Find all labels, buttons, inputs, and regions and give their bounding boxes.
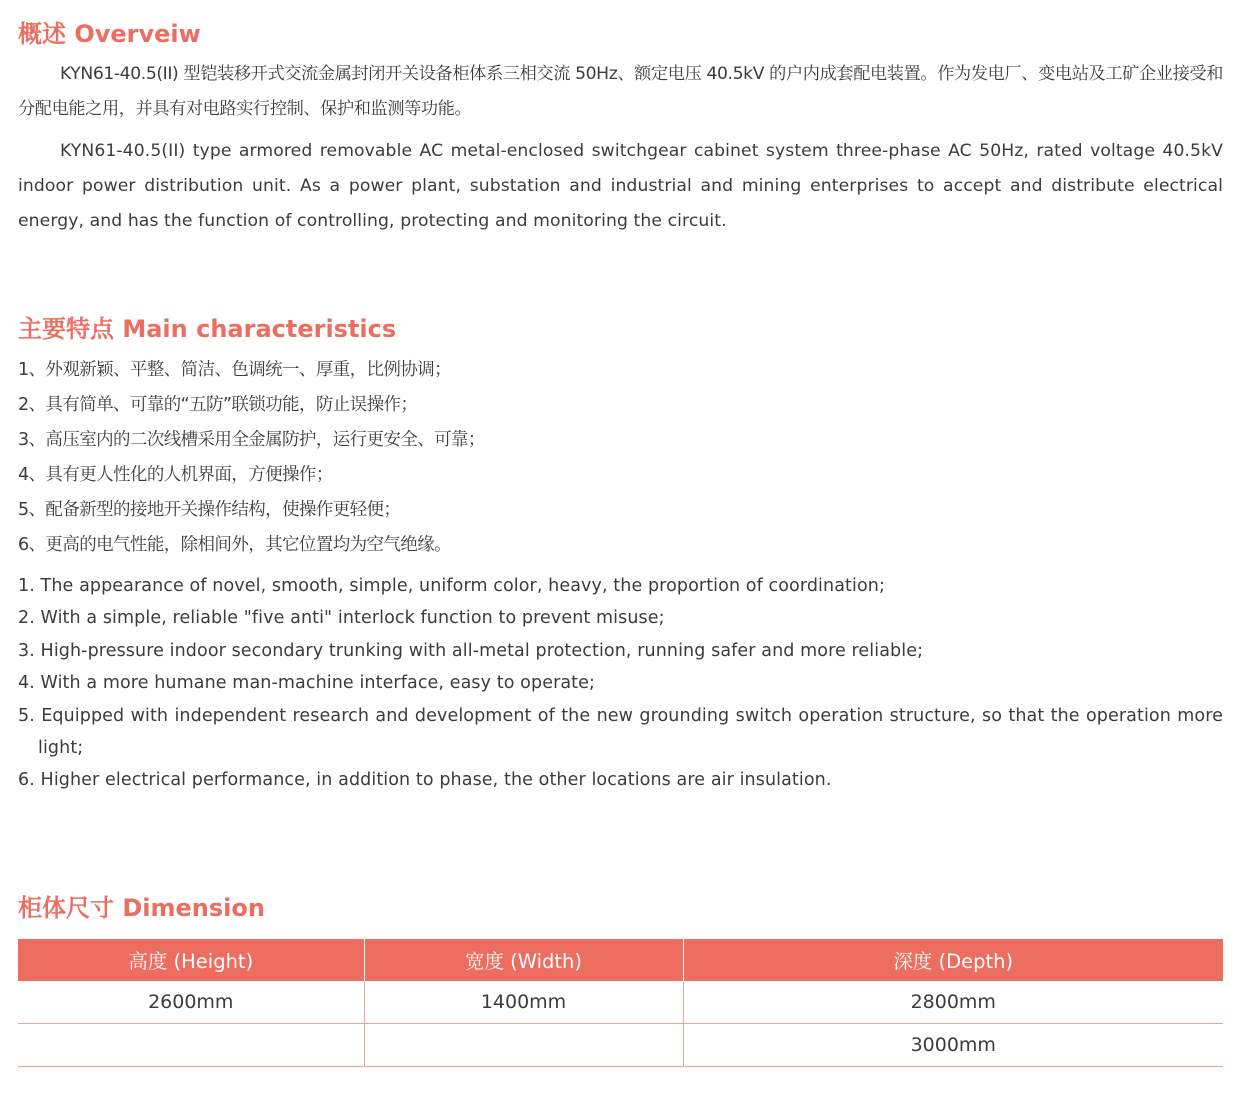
list-item: 5、配备新型的接地开关操作结构，使操作更轻便； bbox=[18, 500, 401, 520]
table-cell-depth: 2800mm bbox=[683, 981, 1223, 1024]
table-cell-height bbox=[18, 1024, 364, 1067]
list-item: 1. The appearance of novel, smooth, simple, uniform color, heavy, the proportion of coordination; bbox=[18, 576, 885, 596]
column-header-height: 高度 (Height) bbox=[18, 939, 364, 981]
table-cell-width bbox=[364, 1024, 683, 1067]
characteristics-en-list bbox=[18, 570, 1223, 797]
list-item: 4. With a more humane man-machine interface, easy to operate; bbox=[18, 673, 596, 694]
column-header-width: 宽度 (Width) bbox=[364, 939, 683, 981]
table-row bbox=[18, 1024, 1223, 1067]
list-item: 2. With a simple, reliable "five anti" interlock function to prevent misuse; bbox=[18, 608, 665, 629]
overview-en-paragraph: KYN61-40.5(II) type armored removable AC metal-enclosed switchgear cabinet system three-phase AC 50Hz, rated voltage 40.5kV indoor power distribution unit. As a power plant, substation and industrial and mining enterprises to accept and distribute electrical energy, and has the function of controlling, protecting and monitoring the circuit. bbox=[18, 141, 1223, 231]
table-cell-width: 1400mm bbox=[364, 981, 683, 1024]
dimension-heading: 柜体尺寸 Dimension bbox=[18, 894, 265, 922]
list-item: 4、具有更人性化的人机界面，方便操作； bbox=[18, 465, 333, 485]
column-header-depth: 深度 (Depth) bbox=[683, 939, 1223, 981]
list-item: 6、更高的电气性能，除相间外，其它位置均为空气绝缘。 bbox=[18, 535, 452, 555]
characteristics-cn-list bbox=[18, 353, 1223, 563]
list-item: 2、具有简单、可靠的“五防”联锁功能，防止误操作； bbox=[18, 395, 418, 415]
overview-heading: 概述 Overveiw bbox=[18, 20, 201, 48]
list-item: 6. Higher electrical performance, in addition to phase, the other locations are air insulation. bbox=[18, 770, 832, 791]
list-item: 5. Equipped with independent research and development of the new grounding switch operation structure, so that the operation more light; bbox=[18, 705, 1223, 759]
characteristics-heading: 主要特点 Main characteristics bbox=[18, 315, 397, 343]
table-cell-height: 2600mm bbox=[18, 981, 364, 1024]
table-cell-depth: 3000mm bbox=[683, 1024, 1223, 1067]
list-item: 3. High-pressure indoor secondary trunking with all-metal protection, running safer and more reliable; bbox=[18, 640, 924, 661]
list-item: 1、外观新颖、平整、简洁、色调统一、厚重，比例协调； bbox=[18, 360, 452, 380]
list-item: 3、高压室内的二次线槽采用全金属防护，运行更安全、可靠； bbox=[18, 430, 485, 450]
dimension-table bbox=[18, 939, 1223, 1067]
table-header-row bbox=[18, 939, 1223, 981]
overview-cn-paragraph: KYN61-40.5(II) 型铠装移开式交流金属封闭开关设备柜体系三相交流 50Hz、额定电压 40.5kV 的户内成套配电装置。作为发电厂、变电站及工矿企业接受和分配电能之用，并具有对电路实行控制、保护和监测等功能。 bbox=[18, 64, 1223, 119]
table-row bbox=[18, 981, 1223, 1024]
